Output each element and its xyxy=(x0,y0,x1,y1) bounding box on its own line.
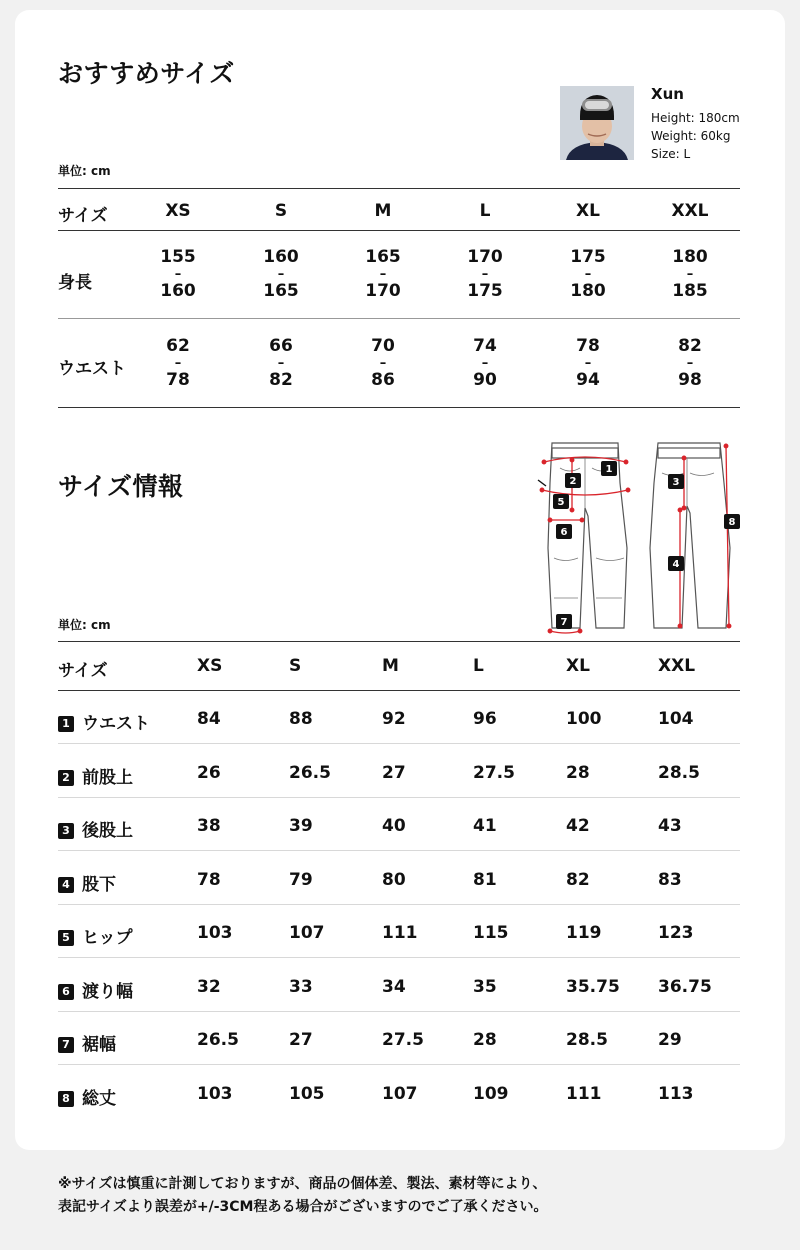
range-dash: – xyxy=(584,267,592,282)
row-divider xyxy=(58,743,740,744)
measure-value-cell: 79 xyxy=(289,869,313,890)
measure-value-cell: 41 xyxy=(473,816,497,836)
size-header-cell: L xyxy=(479,201,491,221)
measure-value-cell: 43 xyxy=(658,816,682,836)
measure-value-cell: 107 xyxy=(382,1083,418,1104)
measure-value-cell: 100 xyxy=(566,709,602,729)
measure-value-cell: 27.5 xyxy=(473,762,515,783)
range-min: 180 xyxy=(672,247,708,267)
measure-value-cell: 38 xyxy=(197,816,221,836)
measure-name: 総丈 xyxy=(82,1088,116,1109)
model-name: Xun xyxy=(651,85,684,103)
measure-number-badge: 3 xyxy=(58,823,74,839)
measure-name: 前股上 xyxy=(82,767,133,788)
range-min: 170 xyxy=(467,247,503,267)
measure-row-label xyxy=(58,923,133,948)
model-weight: Weight: 60kg xyxy=(651,129,731,143)
recommend-row-label: 身長 xyxy=(58,273,92,293)
measure-number-badge: 7 xyxy=(58,1037,74,1053)
size-header-cell: XS xyxy=(165,201,191,221)
measure-row-label xyxy=(58,763,133,788)
range-cell xyxy=(348,338,418,389)
range-min: 74 xyxy=(473,336,497,356)
measure-value-cell: 84 xyxy=(197,709,221,729)
range-min: 82 xyxy=(678,336,702,356)
range-max: 86 xyxy=(371,370,395,390)
range-min: 165 xyxy=(365,247,401,267)
range-cell xyxy=(450,338,520,389)
range-dash: – xyxy=(584,356,592,371)
measure-value-cell: 113 xyxy=(658,1083,694,1104)
measure-number-badge: 6 xyxy=(58,984,74,1000)
model-size: Size: L xyxy=(651,147,691,161)
divider xyxy=(58,318,740,319)
measure-value-cell: 81 xyxy=(473,869,497,890)
recommend-unit: 単位: cm xyxy=(58,164,111,178)
measure-value-cell: 103 xyxy=(197,923,233,943)
measure-value-cell: 119 xyxy=(566,923,602,943)
measure-value-cell: 105 xyxy=(289,1083,325,1104)
diagram-num: 1 xyxy=(605,464,613,475)
range-min: 175 xyxy=(570,247,606,267)
range-max: 180 xyxy=(570,281,606,301)
model-photo xyxy=(560,86,634,160)
row-divider xyxy=(58,957,740,958)
range-dash: – xyxy=(277,267,285,282)
measure-value-cell: 28 xyxy=(566,762,590,783)
range-max: 185 xyxy=(672,281,708,301)
range-max: 160 xyxy=(160,281,196,301)
measure-name: 裾幅 xyxy=(82,1035,116,1055)
divider xyxy=(58,188,740,189)
size-header-cell: XXL xyxy=(658,656,696,676)
measure-row-label xyxy=(58,977,133,1002)
range-cell xyxy=(450,249,520,300)
measure-name: ウエスト xyxy=(82,714,150,734)
size-header-cell: XL xyxy=(576,201,600,221)
measure-value-cell: 36.75 xyxy=(658,976,712,997)
recommend-title: おすすめサイズ xyxy=(58,59,235,88)
measure-value-cell: 32 xyxy=(197,976,221,997)
measure-value-cell: 40 xyxy=(382,816,406,836)
row-divider xyxy=(58,1064,740,1065)
range-cell xyxy=(246,249,316,300)
diagram-num: 8 xyxy=(728,517,736,528)
measure-value-cell: 26.5 xyxy=(289,762,331,783)
pants-diagram xyxy=(530,438,745,638)
divider xyxy=(58,407,740,408)
measure-row-label xyxy=(58,709,150,734)
measure-number-badge: 8 xyxy=(58,1091,74,1107)
range-max: 90 xyxy=(473,370,497,390)
measure-value-cell: 35 xyxy=(473,976,497,997)
measure-name: 渡り幅 xyxy=(82,981,133,1002)
info-unit: 単位: cm xyxy=(58,618,111,632)
measure-value-cell: 107 xyxy=(289,923,325,943)
measure-name: 股下 xyxy=(82,874,116,895)
measure-value-cell: 104 xyxy=(658,709,694,729)
footnote-line-2: 表記サイズより誤差が+/-3CM程ある場合がございますのでご了承ください。 xyxy=(58,1199,548,1215)
row-divider xyxy=(58,904,740,905)
measure-value-cell: 27 xyxy=(289,1030,313,1050)
row-divider xyxy=(58,850,740,851)
size-header-cell: XS xyxy=(197,656,223,676)
range-dash: – xyxy=(174,267,182,282)
measure-value-cell: 28.5 xyxy=(566,1030,608,1050)
range-dash: – xyxy=(379,267,387,282)
measure-row-label xyxy=(58,1030,116,1055)
range-min: 66 xyxy=(269,336,293,356)
range-max: 170 xyxy=(365,281,401,301)
measure-value-cell: 111 xyxy=(382,923,418,943)
measure-value-cell: 83 xyxy=(658,869,682,890)
range-dash: – xyxy=(277,356,285,371)
range-max: 98 xyxy=(678,370,702,390)
measure-value-cell: 28.5 xyxy=(658,762,700,783)
measure-value-cell: 33 xyxy=(289,976,313,997)
measure-value-cell: 27 xyxy=(382,762,406,783)
diagram-num: 5 xyxy=(557,497,565,508)
measure-number-badge: 5 xyxy=(58,930,74,946)
range-cell xyxy=(348,249,418,300)
measure-value-cell: 103 xyxy=(197,1083,233,1104)
range-cell xyxy=(143,338,213,389)
measure-value-cell: 123 xyxy=(658,923,694,943)
size-header-cell: XXL xyxy=(671,201,709,221)
range-min: 155 xyxy=(160,247,196,267)
diagram-num: 7 xyxy=(560,617,568,628)
measure-value-cell: 109 xyxy=(473,1083,509,1104)
diagram-num: 4 xyxy=(672,559,680,570)
measure-name: 後股上 xyxy=(82,821,133,841)
range-cell xyxy=(143,249,213,300)
row-divider xyxy=(58,1011,740,1012)
range-dash: – xyxy=(686,356,694,371)
measure-row-label xyxy=(58,870,116,895)
measure-value-cell: 39 xyxy=(289,816,313,836)
range-max: 165 xyxy=(263,281,299,301)
measure-value-cell: 34 xyxy=(382,976,406,997)
model-height: Height: 180cm xyxy=(651,111,740,125)
info-header-label: サイズ xyxy=(58,661,108,681)
recommend-row-label: ウエスト xyxy=(58,359,126,379)
range-cell xyxy=(655,249,725,300)
divider xyxy=(58,690,740,691)
size-header-cell: S xyxy=(289,656,302,676)
measure-value-cell: 82 xyxy=(566,869,590,890)
footnote-line-1: ※サイズは慎重に計測しておりますが、商品の個体差、製法、素材等により、 xyxy=(58,1176,547,1192)
measure-value-cell: 88 xyxy=(289,709,313,729)
size-header-cell: L xyxy=(473,656,484,676)
range-max: 78 xyxy=(166,370,190,390)
range-max: 94 xyxy=(576,370,600,390)
divider xyxy=(58,230,740,231)
measure-number-badge: 4 xyxy=(58,877,74,893)
range-cell xyxy=(246,338,316,389)
measure-value-cell: 26.5 xyxy=(197,1030,239,1050)
measure-value-cell: 29 xyxy=(658,1030,682,1050)
measure-value-cell: 28 xyxy=(473,1030,497,1050)
diagram-num: 6 xyxy=(560,527,568,538)
diagram-num: 3 xyxy=(672,477,680,488)
range-dash: – xyxy=(481,267,489,282)
range-min: 160 xyxy=(263,247,299,267)
measure-value-cell: 78 xyxy=(197,869,221,890)
measure-value-cell: 26 xyxy=(197,762,221,783)
size-header-cell: XL xyxy=(566,656,590,676)
size-header-cell: S xyxy=(274,201,288,221)
info-title: サイズ情報 xyxy=(58,472,184,501)
measure-number-badge: 1 xyxy=(58,716,74,732)
range-dash: – xyxy=(174,356,182,371)
measure-value-cell: 27.5 xyxy=(382,1030,424,1050)
measure-value-cell: 115 xyxy=(473,923,509,943)
range-dash: – xyxy=(686,267,694,282)
measure-value-cell: 42 xyxy=(566,816,590,836)
diagram-num: 2 xyxy=(569,476,577,487)
range-cell xyxy=(655,338,725,389)
size-header-cell: M xyxy=(374,201,392,221)
range-cell xyxy=(553,338,623,389)
range-min: 70 xyxy=(371,336,395,356)
range-min: 62 xyxy=(166,336,190,356)
measure-row-label xyxy=(58,816,133,841)
measure-name: ヒップ xyxy=(82,928,133,948)
measure-value-cell: 80 xyxy=(382,869,406,890)
recommend-header-label: サイズ xyxy=(58,206,108,226)
size-header-cell: M xyxy=(382,656,399,676)
measure-value-cell: 111 xyxy=(566,1083,602,1104)
measure-value-cell: 35.75 xyxy=(566,976,620,997)
range-max: 82 xyxy=(269,370,293,390)
range-min: 78 xyxy=(576,336,600,356)
range-max: 175 xyxy=(467,281,503,301)
row-divider xyxy=(58,797,740,798)
measure-number-badge: 2 xyxy=(58,770,74,786)
range-dash: – xyxy=(481,356,489,371)
range-cell xyxy=(553,249,623,300)
measure-row-label xyxy=(58,1084,116,1109)
range-dash: – xyxy=(379,356,387,371)
measure-value-cell: 92 xyxy=(382,709,406,729)
measure-value-cell: 96 xyxy=(473,709,497,729)
divider xyxy=(58,641,740,642)
